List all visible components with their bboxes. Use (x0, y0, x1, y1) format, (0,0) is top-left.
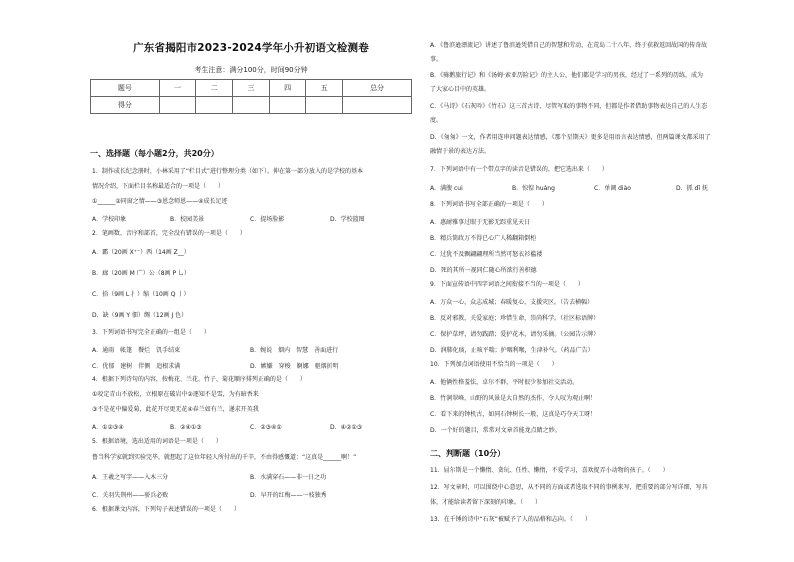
score-cell[interactable] (343, 97, 412, 114)
option-c[interactable]: C．关羽失荆州——骄兵必败 (92, 492, 169, 499)
option-text-continued: 度。 (430, 117, 443, 124)
question-text: ①______②同窗之情——③恩念师恩——④成长足迹 (92, 198, 228, 205)
score-cell[interactable] (306, 97, 343, 114)
section-heading-choice: 一、选择题（每小题2分，共20分） (90, 149, 219, 158)
option-c[interactable]: C．过犹不及飘翩翩理所当然可怒衣衫褴褛 (430, 251, 543, 258)
score-header-cell: 三 (233, 80, 270, 97)
question-text: 13．在千锤的诗中“石灰”被赋予了人的品格和志向。（ ） (430, 516, 591, 523)
score-header-cell: 题号 (91, 80, 160, 97)
option-a[interactable]: A．通雨 帐篷 餐烂 饥手结束 (92, 347, 181, 354)
option-d[interactable]: D．嫉嫌 穿梭 婀娜 驱烟折明 (250, 363, 339, 370)
option-text-continued: 融情于景的表达方法。 (430, 148, 491, 155)
question-text: 11．屈尔斯是一个懒惰、贪玩、任性、懒惰，不爱学习，喜欢捉弄小动物的孩子。（ ） (430, 467, 669, 474)
question-text: 鲁当科学家就到实验完毕，就想起了这位年轻人所付出的千辛，不由得感慨道：“这真是______啊！” (92, 454, 357, 461)
option-d[interactable]: D．一个好的题目，常常对文章首能龙点睛之妙。 (430, 427, 561, 434)
option-a[interactable]: A．霸（20画 X⁺⁻）西（14画 Z__） (92, 249, 190, 256)
option-c[interactable]: C．②③④① (250, 424, 282, 431)
option-a[interactable]: A．学校印象 (92, 216, 127, 223)
question-text: 体，才能给读者留下深刻的印象。（ ） (430, 499, 542, 506)
option-c[interactable]: C．《马诗》《石灰吟》《竹石》这三首古诗，尽管写取的事物不同，但都是作者借助事物表达自己的人生态 (430, 103, 708, 110)
option-d[interactable]: D．缺（9画 Y 佃）绸（12画 J 色） (92, 312, 188, 319)
score-header-cell: 四 (269, 80, 306, 97)
option-c[interactable]: C．拾（9画 L 扌）缩（10画 Q 丨） (92, 291, 190, 298)
option-b[interactable]: B．校园美景 (170, 216, 205, 223)
option-a[interactable]: A．①②③④ (92, 424, 124, 431)
option-a[interactable]: A．惠耐雅事过眼于无影无踪重见天日 (430, 219, 531, 226)
option-b[interactable]: B．竹涧翠峰，山野的风景是大自然的杰作，令人叹为观止啊！ (430, 395, 597, 402)
section-heading-judgment: 二、判断题（10分） (430, 449, 506, 458)
question-text: ③不是花中偏爱菊，此花开尽更无花④春兰如有兰，递求开英我 (92, 406, 259, 413)
option-b[interactable]: B．惊惶 huáng (512, 185, 555, 192)
score-table (90, 79, 412, 114)
option-b[interactable]: B．精兵简政万不得已心广人稀翻箱倒柜 (430, 235, 537, 242)
option-d[interactable]: D．死的其所一视同仁随心所欲行善积德 (430, 267, 537, 274)
option-b[interactable]: B．《骑鹅旅行记》和《汤姆·索亚历险记》的主人公，他们都是学习的男孩，经过了一系列的历练，成为 (430, 72, 704, 79)
score-row-label: 得分 (91, 97, 160, 114)
option-a[interactable]: A．万众一心，众志成城；春暖复心，支援灾区。（告去横幅） (430, 299, 594, 306)
option-d[interactable]: D．抓 dī 抚 (676, 185, 708, 192)
option-c[interactable]: C．单调 diào (594, 185, 631, 192)
score-cell[interactable] (233, 97, 270, 114)
question-text: 8．下列词语书写全部正确的一项是（ ） (430, 201, 548, 208)
option-a[interactable]: A．王羲之写字——入木三分 (92, 474, 169, 481)
option-d[interactable]: D．④②①③ (330, 424, 363, 431)
question-text: 1．制作成长纪念册时，小林采用了“栏目式”进行整理分类（如下）。伸在第一部分放入的是学校的基本 (92, 168, 364, 175)
option-b[interactable]: B．水满穿石——非一日之功 (250, 474, 327, 481)
score-header-cell: 二 (196, 80, 233, 97)
option-b[interactable]: B．②④①③ (170, 424, 202, 431)
score-cell[interactable] (159, 97, 196, 114)
question-text: ①咬定青山不放松，立根原在破岩中②逐知不是雪，为有暗香来 (92, 391, 259, 398)
question-text: 5．根据语境，选出适用的词语是一项是（ ） (92, 438, 222, 445)
score-table-header-row (91, 80, 412, 97)
option-b[interactable]: B．反对邪教，关爱家庭；珍惜生命，崇尚科学。（社区标语牌） (430, 315, 600, 322)
option-text-continued: 事。 (430, 56, 443, 63)
question-text: 6．根据课文内容，下列句子表述错误的一项是（ ） (92, 506, 240, 513)
option-b[interactable]: B．婉说 烟内 智慧 善面进行 (250, 347, 339, 354)
question-text: 12．写文章时，可以围绕中心意思，从不同的方面或者选取不同的事例来写，把重要的部分写详细，写具 (430, 484, 708, 491)
option-c[interactable]: C．优郁 建树 伴侧 追根求满 (92, 363, 181, 370)
option-d[interactable]: D．学校篮图 (330, 216, 365, 223)
question-text: 3．下列词语书写完全正确的一组是（ ） (92, 329, 210, 336)
option-b[interactable]: B．廊（20画 M 广）公（8画 P 乚） (92, 270, 190, 277)
option-text-continued: 了大家心目中的英雄。 (430, 86, 491, 93)
question-text: 2．笔画数、音序和部首，完全没有错误的一项是（ ） (92, 230, 246, 237)
option-c[interactable]: C．保护草坪，请勿践踏；爱护花木，请勿采摘。（公园告示牌） (430, 331, 600, 338)
score-header-cell: 总分 (343, 80, 412, 97)
option-d[interactable]: D．润肺化痰，止咳平喘；护咽利喉，生津补气。（药品广告） (430, 347, 594, 354)
option-d[interactable]: D．早开的红梅——一枝独秀 (250, 492, 327, 499)
score-cell[interactable] (196, 97, 233, 114)
option-c[interactable]: C．看下来的钟机古，如同石钟树长一般，这真是巧夺天工呀！ (430, 411, 597, 418)
score-cell[interactable] (269, 97, 306, 114)
option-a[interactable]: A．《鲁滨逊漂流记》讲述了鲁滨逊凭借自己的智慧和劳动，在荒岛二十八年，终于获救返回故国的传奇故 (430, 42, 708, 49)
question-text: 7．下列词语中有一个带点字的读音是错误的，把它选出来（ ） (430, 166, 608, 173)
score-table-score-row (91, 97, 412, 114)
question-text: 10．下列加点词语使用不恰当的一项是（ ） (430, 361, 558, 368)
page-title: 广东省揭阳市2023-2024学年小升初语文检测卷 (133, 42, 369, 54)
question-text: 情况介绍，下面栏目名称最适合的一项是（ ） (92, 183, 225, 190)
exam-note: 考生注意：满分100分，时间90分钟 (194, 66, 308, 74)
option-a[interactable]: A．他俩性格羞怯，卓尔不群，平时很少参加社交活动。 (430, 379, 579, 386)
option-c[interactable]: C．提场脸影 (250, 216, 285, 223)
question-text: 4．根据下列诗句的内容，按梅花、兰花、竹子、菊花顺序排列正确的是（ ） (92, 376, 306, 383)
score-header-cell: 一 (159, 80, 196, 97)
question-text: 9．下面宣传语中四字词语之间衔接不当的一项是（ ） (430, 281, 584, 288)
option-d[interactable]: D．《匆匆》一文，作者用连串问题表达情感，《那个星期天》更多是用语言表达情感，但两篇课文都采用了 (430, 134, 711, 141)
score-header-cell: 五 (306, 80, 343, 97)
option-a[interactable]: A．满腹 cui (430, 185, 463, 192)
